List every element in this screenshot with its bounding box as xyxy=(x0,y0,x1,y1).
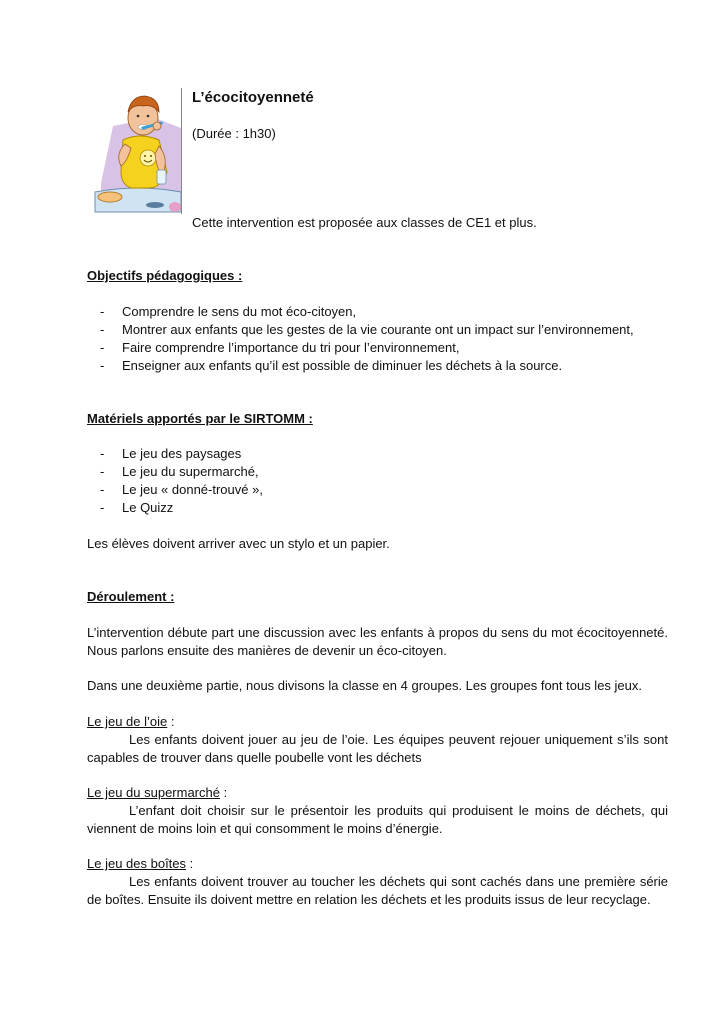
list-item: - Enseigner aux enfants qu’il est possible de diminuer les déchets à la source. xyxy=(100,358,563,373)
list-item: - Faire comprendre l’importance du tri pour l’environnement, xyxy=(100,340,460,355)
list-item-text: Faire comprendre l’importance du tri pour l’environnement, xyxy=(122,340,460,355)
game-title xyxy=(87,713,174,731)
list-item: - Comprendre le sens du mot éco-citoyen, xyxy=(100,304,357,319)
game-title-text: Le jeu du supermarché xyxy=(87,785,220,800)
list-item-text: Le jeu du supermarché, xyxy=(122,464,259,479)
list-item-text: Le jeu « donné-trouvé », xyxy=(122,482,263,497)
game-title-text: Le jeu de l’oie xyxy=(87,714,168,729)
intro-text: Cette intervention est proposée aux classes de CE1 et plus. xyxy=(192,215,537,230)
list-item: - Le Quizz xyxy=(100,500,174,515)
list-item-text: Le Quizz xyxy=(122,500,174,515)
list-item-text: Montrer aux enfants que les gestes de la vie courante ont un impact sur l’environnement, xyxy=(122,322,634,337)
game-title xyxy=(87,784,227,802)
list-item: - Montrer aux enfants que les gestes de la vie courante ont un impact sur l’environnement, xyxy=(100,322,634,337)
list-item: - Le jeu des paysages xyxy=(100,446,242,461)
game-description: Les enfants doivent trouver au toucher les déchets qui sont cachés dans une première série de boîtes. Ensuite ils doivent mettre en relation les déchets et les produits issus de leur recyclage. xyxy=(87,874,668,907)
game-title-suffix: : xyxy=(219,785,228,800)
child-brushing-teeth-illustration xyxy=(93,88,183,216)
game-title xyxy=(87,855,193,873)
proceedings-heading: Déroulement : xyxy=(87,589,175,604)
list-item-text: Enseigner aux enfants qu’il est possible de diminuer les déchets à la source. xyxy=(122,358,563,373)
proceedings-paragraph-2: Dans une deuxième partie, nous divisons la classe en 4 groupes. Les groupes font tous les jeux. xyxy=(87,678,643,693)
game-description: L’enfant doit choisir sur le présentoir les produits qui produisent le moins de déchets, qui viennent de moins loin et qui consomment le moins d’énergie. xyxy=(87,803,668,836)
game-description: Les enfants doivent jouer au jeu de l’oie. Les équipes peuvent rejouer uniquement s’ils sont capables de trouver dans quelle poubelle vont les déchets xyxy=(87,732,668,765)
list-item: - Le jeu « donné-trouvé », xyxy=(100,482,263,497)
list-item-text: Le jeu des paysages xyxy=(122,446,242,461)
illustration-divider xyxy=(181,88,182,214)
objectives-heading: Objectifs pédagogiques : xyxy=(87,268,243,283)
page-title: L’écocitoyenneté xyxy=(192,89,314,106)
proceedings-paragraph-1: L’intervention débute part une discussion avec les enfants à propos du sens du mot écocitoyenneté. Nous parlons ensuite des manières de devenir un éco-citoyen. xyxy=(87,625,668,658)
materials-heading: Matériels apportés par le SIRTOMM : xyxy=(87,411,313,426)
list-item: - Le jeu du supermarché, xyxy=(100,464,259,479)
game-title-text: Le jeu des boîtes xyxy=(87,856,187,871)
game-title-suffix: : xyxy=(167,714,175,729)
game-title-suffix: : xyxy=(186,856,194,871)
materials-note: Les élèves doivent arriver avec un stylo et un papier. xyxy=(87,536,390,551)
list-item-text: Comprendre le sens du mot éco-citoyen, xyxy=(122,304,357,319)
duration-text: (Durée : 1h30) xyxy=(192,126,276,141)
